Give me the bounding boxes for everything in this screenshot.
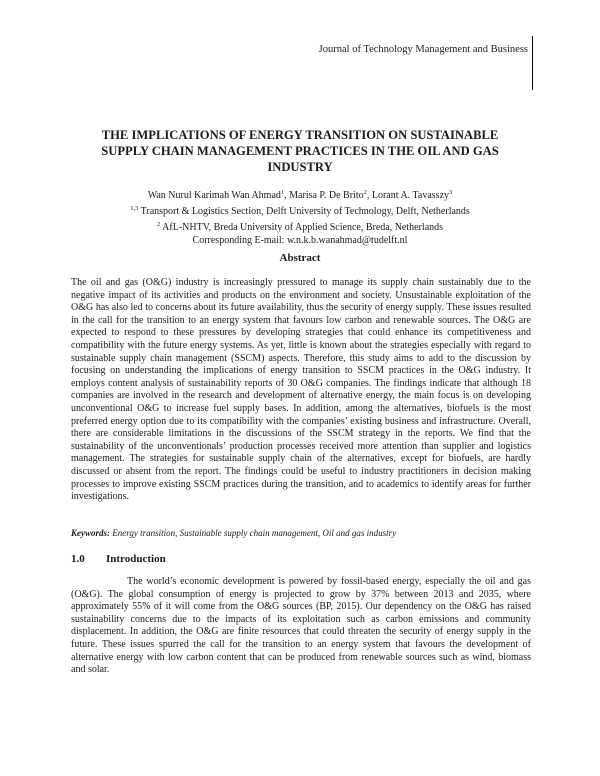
author-sup: 2: [363, 189, 367, 196]
header-rule: [532, 36, 533, 90]
keywords-line: [71, 528, 531, 538]
section-heading-introduction: [71, 553, 166, 565]
corresponding-email: Corresponding E-mail: w.n.k.b.wanahmad@tudelft.nl: [192, 235, 408, 246]
abstract-text: The oil and gas (O&G) industry is increasingly pressured to manage its supply chain sustainably due to the negative impact of its activities and products on the environment and society. Unsustainable exploitation of the O&G has also led to concerns about its future availability, thus the security of energy supply. These issues resulted in the call for the transition to an energy system that favours low carbon and renewable sources. The O&G are expected to respond to these pressures by developing strategies that could enhance its competitiveness and compatibility with the future energy systems. As yet, little is known about the strategies especially with regard to sustainable supply chain management (SSCM) aspects. Therefore, this study aims to add to the discussion by focusing on understanding the implications of energy transition to SSCM practices in the O&G industry. It employs content analysis of sustainability reports of 30 O&G companies. The findings indicate that although 18 companies are involved in the research and development of alternative energy, the main focus is on developing unconventional O&G to increase fuel supply bases. In addition, among the alternatives, biofuels is the most preferred energy option due to its compatibility with the companies’ existing business and infrastructure. Overall, there are considerable limitations in the discussions of the SSCM strategy in the reports. We find that the sustainability of the unconventionals’ production processes received more attention than supplier and logistics management. The strategies for sustainable supply chain of the alternatives, except for biofuels, are hardly discussed or absent from the report. The findings could be useful to industry practitioners in decision making processes to improve existing SSCM practices during the transition, and to academics to identify areas for further investigations.: [71, 277, 531, 503]
affiliation-text: Transport & Logistics Section, Delft University of Technology, Delft, Netherlands: [140, 206, 470, 217]
section-title: Introduction: [106, 553, 166, 565]
affiliation-line: [100, 218, 500, 234]
author-sup: 1: [280, 189, 285, 196]
keywords-label: Keywords:: [71, 528, 110, 538]
abstract-heading: Abstract: [279, 252, 321, 264]
author-line: Wan Nurul Karimah Wan Ahmad$^1$, Marisa P. De Brito$^2$, Lorant A. Tavasszy$^3$: [147, 189, 453, 201]
keywords-text: Energy transition, Sustainable supply chain management, Oil and gas industry: [112, 528, 397, 538]
author-name: Lorant A. Tavasszy: [371, 190, 450, 201]
affiliation-sup: 2: [156, 221, 161, 228]
section-number: 1.0: [71, 553, 85, 565]
affiliation-sup: 1,3: [130, 205, 139, 212]
journal-running-head: Journal of Technology Management and Business: [318, 44, 528, 55]
author-name: Marisa P. De Brito: [289, 190, 364, 201]
author-sup: 3: [449, 189, 453, 196]
author-block: [100, 186, 500, 247]
author-name: Wan Nurul Karimah Wan Ahmad: [147, 190, 281, 201]
affiliation-text: AfL-NHTV, Breda University of Applied Science, Breda, Netherlands: [162, 222, 444, 233]
introduction-paragraph: The world’s economic development is powered by fossil-based energy, especially the oil and gas (O&G). The global consumption of energy is projected to grow by 37% between 2013 and 2035, where approximately 55% of it will come from the O&G sources (BP, 2015). Our dependency on the O&G has raised sustainability concerns due to the impacts of its exploitation such as carbon emissions and community displacement. In addition, the O&G are finite resources that could threaten the security of energy supply in the future. These issues spurred the call for the transition to an energy system that favours the development of alternative energy with low carbon content that can be produced from renewable sources such as wind, biomass and solar.: [71, 576, 531, 676]
paper-title: THE IMPLICATIONS OF ENERGY TRANSITION ON SUSTAINABLE SUPPLY CHAIN MANAGEMENT PRACTICES IN THE OIL AND GAS INDUSTRY: [101, 128, 499, 174]
affiliation-line: [100, 202, 500, 218]
